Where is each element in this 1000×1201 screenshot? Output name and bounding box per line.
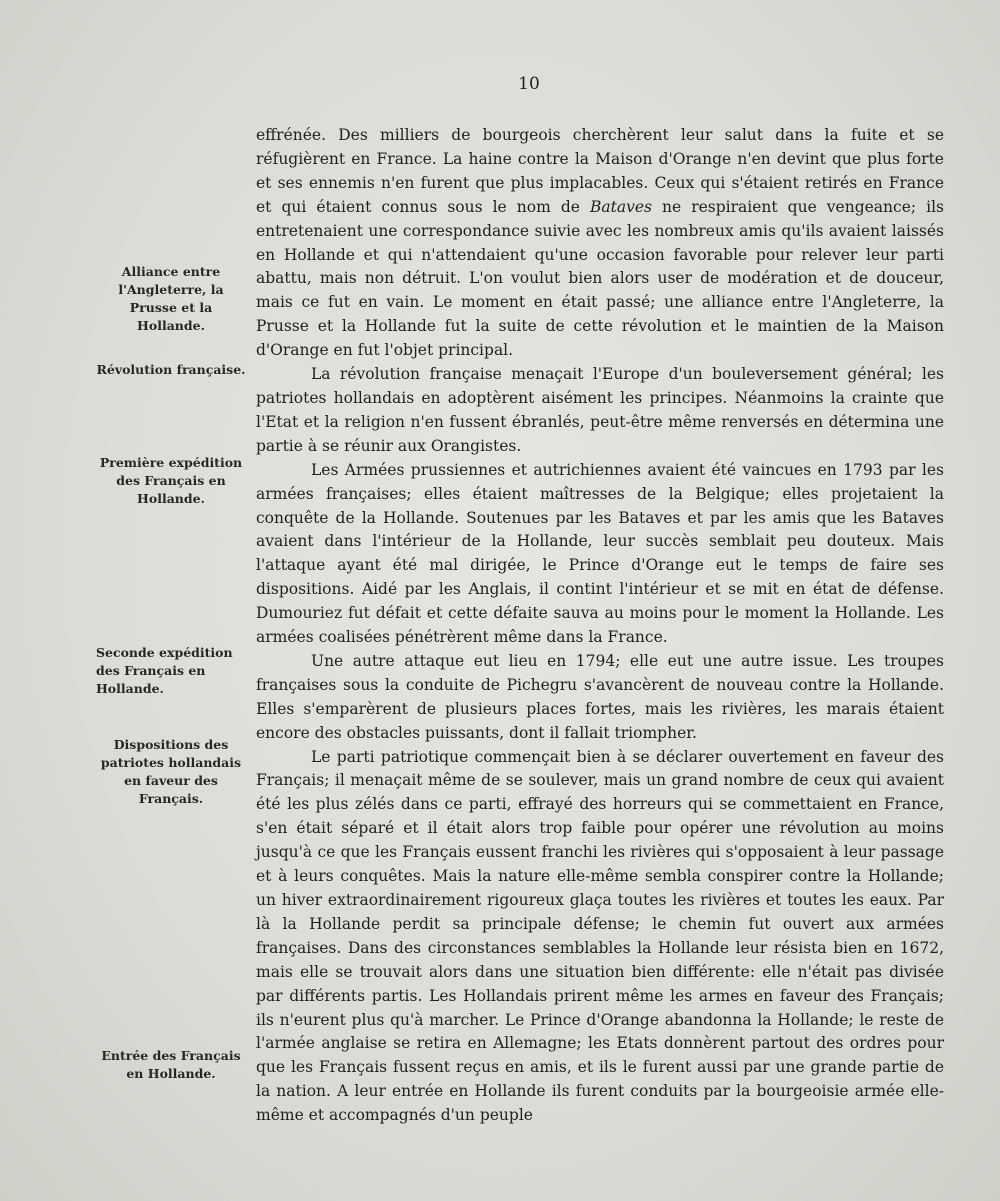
margin-note-entree: Entrée des Français en Hollande. <box>101 1048 241 1081</box>
paragraph-text: ne respiraient que vengeance; ils entretenaient une correspondance suivie avec les nombreux amis qu'ils avaient laissés en Hollande et qui n'attendaient qu'une occasion favorable pour relever leur parti abattu, mais non détruit. L'on voulut bien alors user de modération et de douceur, mais ce fut en vain. Le moment en était passé; une alliance entre l'Angleterre, la Prusse et la Hollande fut la suite de cette révolution et le maintien de la Maison d'Orange en fut l'objet principal. <box>256 197 944 360</box>
paragraph: Une autre attaque eut lieu en 1794; elle eut une autre issue. Les troupes françaises sous la conduite de Pichegru s'avancèrent de nouveau contre la Hollande. Elles s'emparèrent de plusieurs places fortes, mais les rivières, les marais étaient encore des obstacles puissants, dont il fallait triompher. <box>256 651 944 742</box>
margin-note-seconde-expedition: Seconde expédition des Français en Hollande. <box>96 645 233 696</box>
margin-note-dispositions: Dispositions des patriotes hollandais en faveur des Français. <box>100 737 242 806</box>
margin-note-revolution: Révolution française. <box>96 362 246 377</box>
margin-note-premiere-expedition: Première expédition des Français en Hollande. <box>99 455 243 506</box>
paragraph <box>256 124 944 363</box>
paragraph: Les Armées prussiennes et autrichiennes avaient été vaincues en 1793 par les armées françaises; elles étaient maîtresses de la Belgique; elles projetaient la conquête de la Hollande. Soutenues par les Bataves et par les amis que les Bataves avaient dans l'intérieur de la Hollande, leur succès semblait peu douteux. Mais l'attaque ayant été mal dirigée, le Prince d'Orange eut le temps de faire ses dispositions. Aidé par les Anglais, il contint l'intérieur et se mit en état de défense. Dumouriez fut défait et cette défaite sauva au moins pour le moment la Hollande. Les armées coalisées pénétrèrent même dans la France. <box>256 460 944 647</box>
paragraph-text: effrénée. Des milliers de bourgeois cherchèrent leur salut dans la fuite et se réfugièrent en France. La haine contre la Maison d'Orange n'en devint que plus forte et ses ennemis n'en furent que plus implacables. Ceux qui s'étaient retirés en France et qui étaient connus sous le nom de <box>256 126 944 216</box>
page-number: 10 <box>518 74 540 94</box>
italic-term: Bataves <box>589 197 652 216</box>
paragraph: La révolution française menaçait l'Europe d'un bouleversement général; les patriotes hollandais en adoptèrent aisément les principes. Néanmoins la crainte que l'Etat et la religion n'en fussent ébranlés, peut-être même renversés en détermina une partie à se réunir aux Orangistes. <box>256 365 944 455</box>
body-text <box>256 124 944 1128</box>
paragraph: Le parti patriotique commençait bien à se déclarer ouvertement en faveur des Français; il menaçait même de se soulever, mais un grand nombre de ceux qui avaient été les plus zélés dans ce parti, effrayé des horreurs qui se commettaient en France, s'en était séparé et il était alors trop faible pour opérer une révolution au moins jusqu'à ce que les Français eussent franchi les rivières qui s'opposaient à leur passage et à leurs conquêtes. Mais la nature elle-même sembla conspirer contre la Hollande; un hiver extraordinairement rigoureux glaça toutes les rivières et toutes les eaux. Par là la Hollande perdit sa principale défense; le chemin fut ouvert aux armées françaises. Dans des circonstances semblables la Hollande leur résista bien en 1672, mais elle se trouvait alors dans une situation bien différente: elle n'était pas divisée par différents partis. Les Hollandais prirent même les armes en faveur des Français; ils n'eurent plus qu'à marcher. Le Prince d'Orange abandonna la Hollande; le reste de l'armée anglaise se retira en Allemagne; les Etats donnèrent partout des ordres pour que les Français fussent reçus en amis, et ils le furent aussi par une grande partie de la nation. A leur entrée en Hollande ils furent conduits par la bourgeoisie armée elle-même et accompagnés d'un peuple <box>256 747 944 1125</box>
margin-note-alliance: Alliance entre l'Angleterre, la Prusse et la Hollande. <box>118 264 224 333</box>
